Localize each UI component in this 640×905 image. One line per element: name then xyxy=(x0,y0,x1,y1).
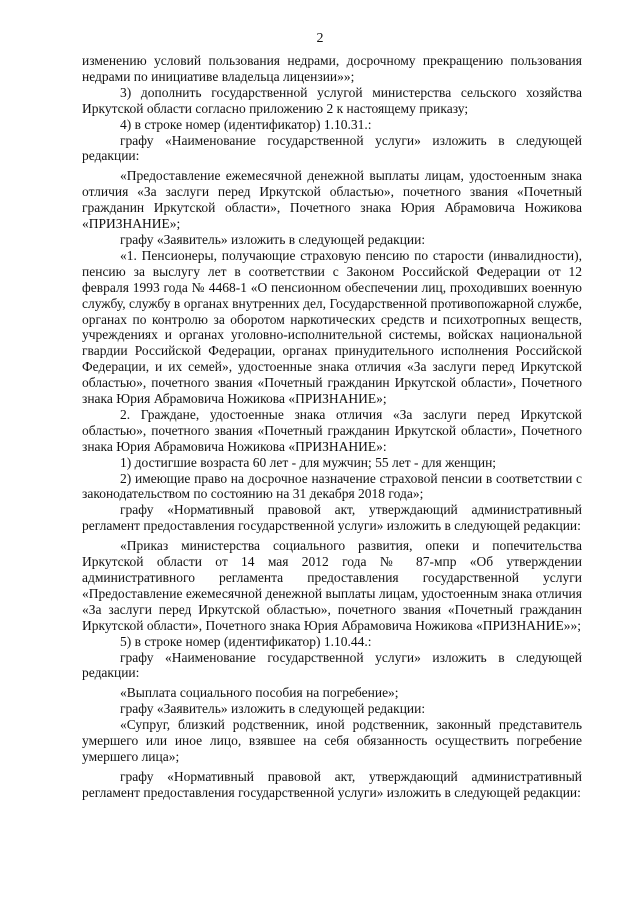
page-number: 2 xyxy=(316,31,324,46)
paragraph: «Выплата социального пособия на погребение»; xyxy=(120,685,399,701)
paragraph: «Приказ министерства социального развития, опеки и попечительства Иркутской области от 14 мая 2012 года № 87-мпр «Об утверждении административного регламента предоставления государственной услуги «Предоставление ежемесячной денежной выплаты лицам, удостоенным знака отличия «За заслуги перед Иркутской областью», почетного звания «Почетный гражданин Иркутской области», Почетного знака Юрия Абрамовича Ножикова «ПРИЗНАНИЕ»»; xyxy=(82,538,582,633)
paragraph: «Предоставление ежемесячной денежной выплаты лицам, удостоенным знака отличия «За заслуги перед Иркутской областью», почетного звания «Почетный гражданин Иркутской области», Почетного знака Юрия Абрамовича Ножикова «ПРИЗНАНИЕ»; xyxy=(82,168,582,232)
paragraph: 5) в строке номер (идентификатор) 1.10.44.: xyxy=(120,633,372,649)
paragraph: графу «Нормативный правовой акт, утверждающий административный регламент предоставления государственной услуги» изложить в следующей редакции: xyxy=(82,502,582,534)
paragraph: графу «Заявитель» изложить в следующей редакции: xyxy=(120,701,426,717)
paragraph: 2. Граждане, удостоенные знака отличия «За заслуги перед Иркутской областью», почетного звания «Почетный гражданин Иркутской области», Почетного знака Юрия Абрамовича Ножикова «ПРИЗНАНИЕ»: xyxy=(82,406,582,454)
paragraph: графу «Заявитель» изложить в следующей редакции: xyxy=(120,231,426,247)
paragraph: «1. Пенсионеры, получающие страховую пенсию по старости (инвалидности), пенсию за выслугу лет в соответствии с Законом Российской Федерации от 12 февраля 1993 года № 4468-1 «О пенсионном обеспечении лиц, проходивших военную службу, службу в органах внутренних дел, Государственной противопожарной службе, органах по контролю за оборотом наркотических средств и психотропных веществ, учреждениях и органах уголовно-исполнительной системы, войсках национальной гвардии Российской Федерации, органах принудительного исполнения Российской Федерации, и их семей», удостоенные знака отличия «За заслуги перед Иркутской областью», почетного звания «Почетный гражданин Иркутской области», Почетного знака Юрия Абрамовича Ножикова «ПРИЗНАНИЕ»; xyxy=(82,247,582,407)
paragraph: графу «Нормативный правовой акт, утверждающий административный регламент предоставления государственной услуги» изложить в следующей редакции: xyxy=(82,768,582,800)
paragraph: 2) имеющие право на досрочное назначение страховой пенсии в соответствии с законодательством по состоянию на 31 декабря 2018 года»; xyxy=(82,470,582,502)
paragraph: 4) в строке номер (идентификатор) 1.10.31.: xyxy=(120,116,372,132)
paragraph: графу «Наименование государственной услуги» изложить в следующей редакции: xyxy=(82,649,582,681)
paragraph: изменению условий пользования недрами, досрочному прекращению пользования недрами по инициативе владельца лицензии»»; xyxy=(82,53,582,84)
paragraph: 1) достигшие возраста 60 лет - для мужчин; 55 лет - для женщин; xyxy=(120,454,497,470)
paragraph: «Супруг, близкий родственник, иной родственник, законный представитель умершего или иное лицо, взявшее на себя обязанность осуществить погребение умершего лица»; xyxy=(82,717,582,764)
paragraph: графу «Наименование государственной услуги» изложить в следующей редакции: xyxy=(82,132,582,164)
paragraph: 3) дополнить государственной услугой министерства сельского хозяйства Иркутской области согласно приложению 2 к настоящему приказу; xyxy=(82,84,582,116)
document-body xyxy=(82,53,582,801)
